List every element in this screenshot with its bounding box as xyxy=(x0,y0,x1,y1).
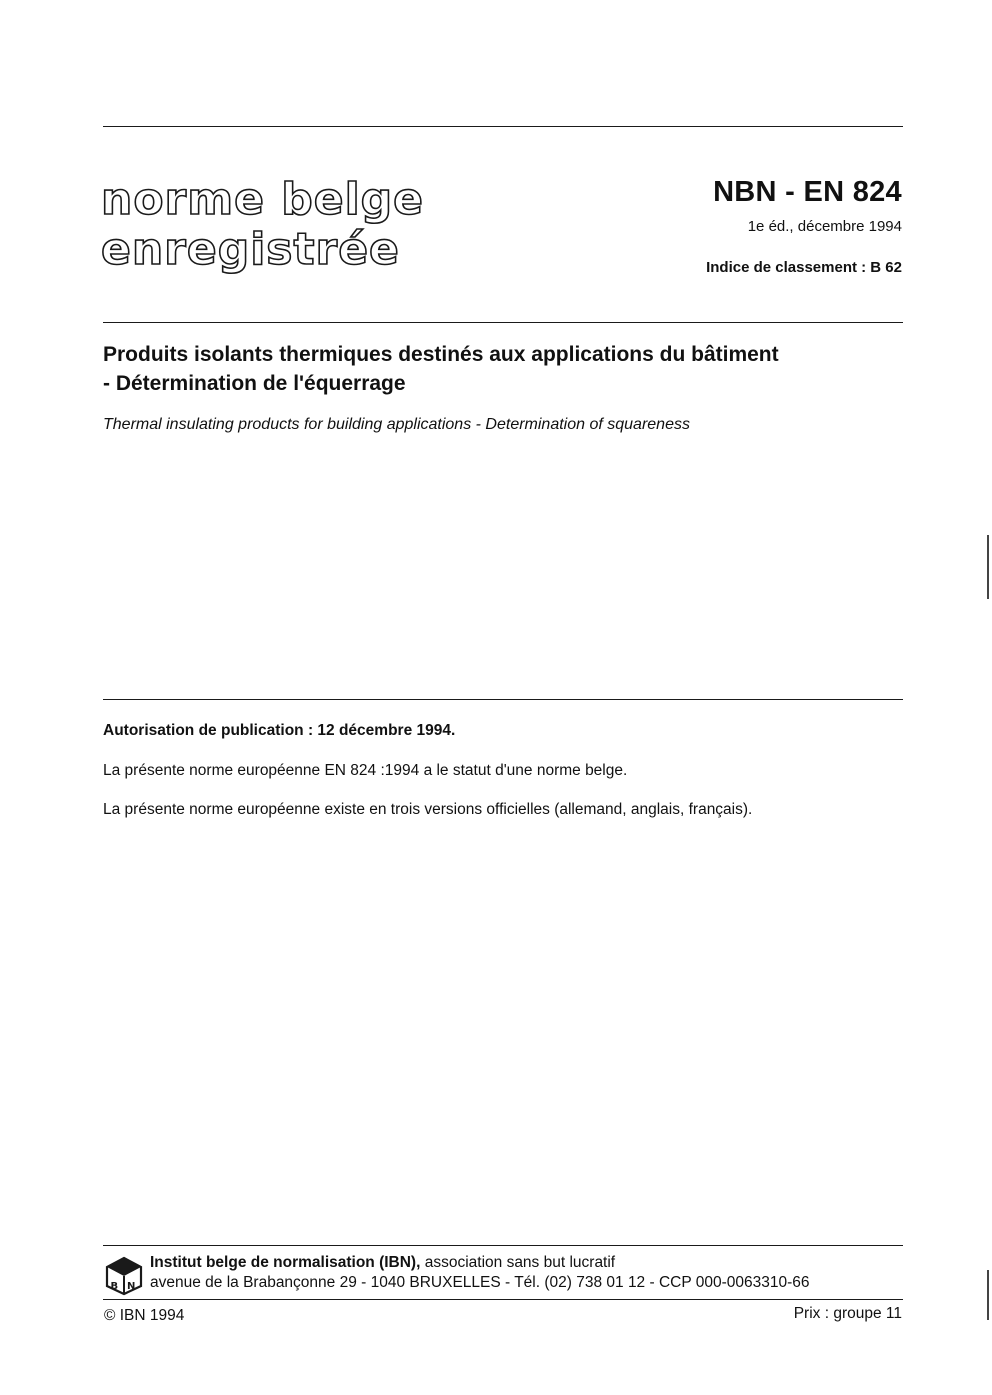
classification-index: Indice de classement : B 62 xyxy=(706,259,902,276)
top-rule xyxy=(103,126,903,127)
scan-edge-mark xyxy=(987,535,989,599)
english-title: Thermal insulating products for building applications - Determination of squareness xyxy=(103,416,690,433)
scan-edge-mark xyxy=(987,1270,989,1320)
body-rule xyxy=(103,699,903,700)
document-title-line1: Produits isolants thermiques destinés aux applications du bâtiment xyxy=(103,343,779,366)
ibn-logo-icon xyxy=(104,1256,144,1296)
versions-paragraph: La présente norme européenne existe en trois versions officielles (allemand, anglais, français). xyxy=(103,801,753,818)
svg-text:N: N xyxy=(127,1281,136,1292)
institute-type: association sans but lucratif xyxy=(420,1254,616,1271)
copyright: © IBN 1994 xyxy=(104,1307,185,1324)
edition-date: 1e éd., décembre 1994 xyxy=(747,218,902,235)
header-rule xyxy=(103,322,903,323)
svg-text:B: B xyxy=(110,1281,119,1292)
footer-rule-bottom xyxy=(103,1299,903,1300)
institute-line xyxy=(150,1254,615,1272)
document-title-line2: - Détermination de l'équerrage xyxy=(103,372,406,395)
standard-number: NBN - EN 824 xyxy=(713,176,902,208)
status-paragraph: La présente norme européenne EN 824 :1994 a le statut d'une norme belge. xyxy=(103,762,628,779)
footer-rule-top xyxy=(103,1245,903,1246)
price-group: Prix : groupe 11 xyxy=(793,1305,902,1322)
institute-address: avenue de la Brabançonne 29 - 1040 BRUXELLES - Tél. (02) 738 01 12 - CCP 000-0063310-66 xyxy=(150,1274,810,1291)
institute-name: Institut belge de normalisation (IBN), xyxy=(150,1254,421,1271)
document-title xyxy=(103,340,908,398)
brand-title-line2: enregistrée xyxy=(101,224,400,275)
publication-authorization: Autorisation de publication : 12 décembre 1994. xyxy=(103,722,456,739)
brand-title-line1: norme belge xyxy=(101,174,425,225)
